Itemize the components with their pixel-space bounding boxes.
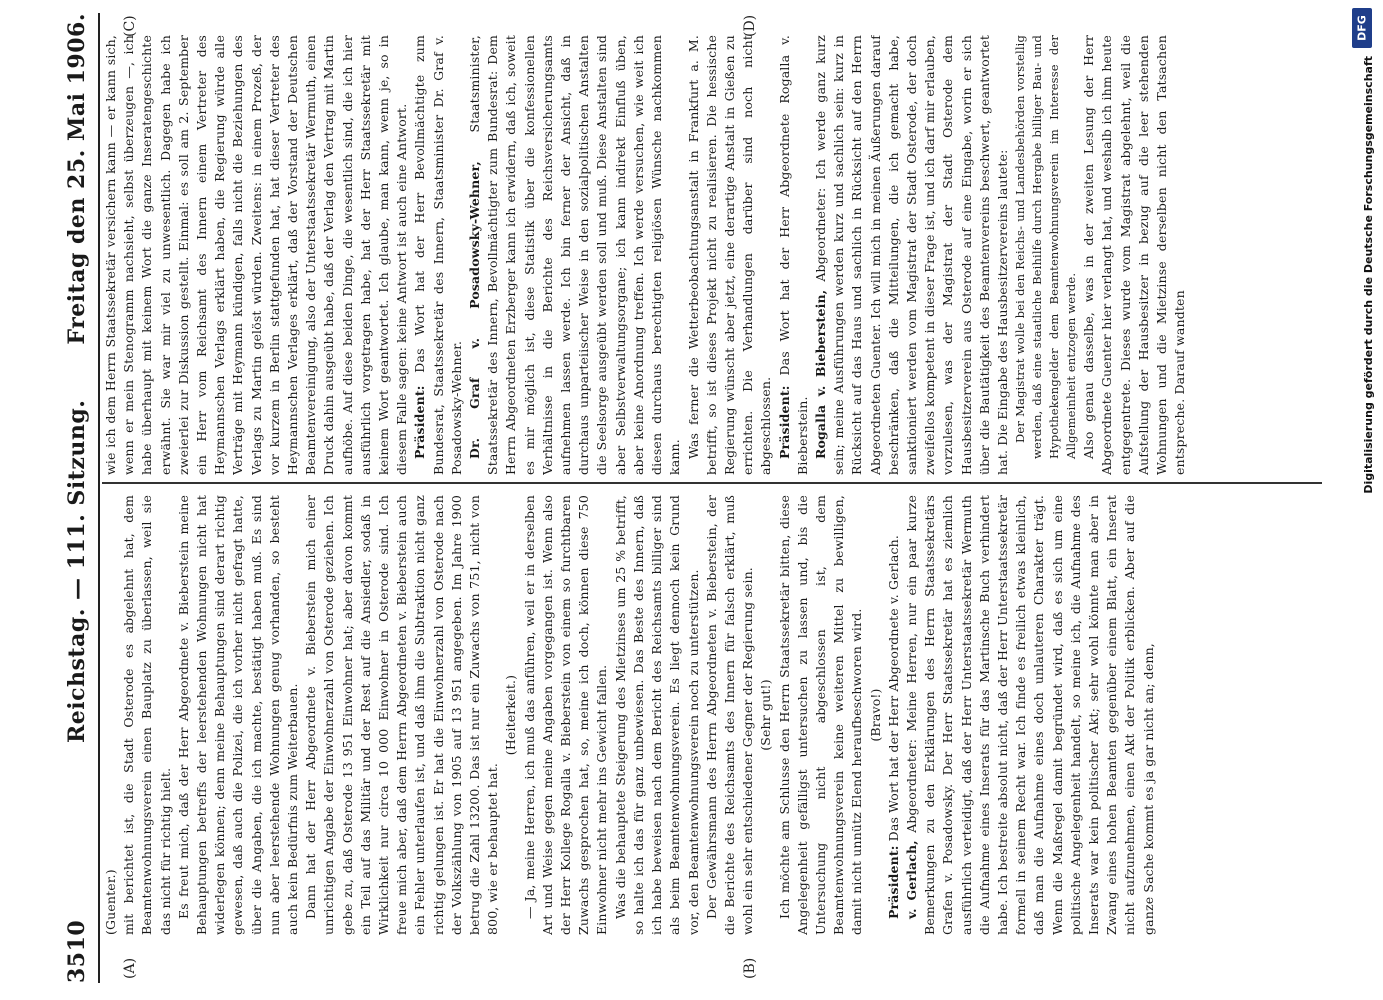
interjection: (Heiterkeit.)	[503, 674, 519, 756]
left-text-column	[102, 495, 1332, 935]
paragraph: Was ferner die Wetterbeobachtungsanstalt in Frankfurt a. M. betrifft, so ist dieses Projekt nicht zu realisieren. Die hessische Regierung wünscht aber jetzt, eine derartige Anstalt in Gießen zu errichten. Die Verhandlungen darüber sind noch nicht abgeschlossen.	[685, 35, 774, 475]
interjection: (Sehr gut!)	[758, 679, 774, 751]
attribution-strip	[1340, 0, 1383, 1000]
president-statement	[776, 35, 812, 475]
paragraph: Ich werde ganz kurz sein; meine Ausführungen werden kurz und sachlich sein: kurz in Rücksicht auf das Haus und sachlich in Rücksicht auf den Herrn Abgeordneten Guenter. Ich will mich in meinen Äußerungen darauf beschränken, daß die Mitteilungen, die ich gemacht habe, sanktioniert werden vom Magistrat der Stadt Osterode, der doch zweifellos kompetent in dieser Frage ist, und ich darf mir erlauben, vorzulesen, was der Magistrat der Stadt Osterode dem Hausbesitzerverein aus Osterode auf eine Eingabe, worin er sich über die Bautätigkeit des Beamtenvereins beschwert, geantwortet hat. Die Eingabe des Hausbesitzervereins lautete:	[812, 35, 1010, 475]
paragraph: — Ja, meine Herren, ich muß das anführen, weil er in derselben Art und Weise gegen meine Angaben vorgegangen ist. Wenn also der Herr Kollege Rogalla v. Bieberstein von einem so furchtbaren Zuwachs gesprochen hat, so, meine ich doch, können diese 750 Einwohner nicht mehr ins Gewicht fallen.	[521, 495, 610, 935]
statement-text: Das Wort hat der Herr Bevollmächtigte zum Bundesrat, Staatssekretär des Innern, Staatsminister Dr. Graf v. Posadowsky-Wehner.	[412, 35, 464, 475]
statement-text: Das Wort hat der Herr Abgeordnete v. Gerlach.	[885, 535, 901, 842]
speaker-label: Präsident:	[412, 385, 428, 459]
right-text-column	[102, 35, 1332, 475]
speaker-role: Staatsminister, Staatssekretär des Innern, Bevollmächtigter zum Bundesrat:	[467, 35, 501, 475]
quoted-petition: Der Magistrat wolle bei den Reichs- und Landesbehörden vorstellig werden, daß eine staatliche Beihilfe durch Hergabe billiger Bau- und Hypothekengelder dem Beamtenwohnungsverein im Interesse der Allgemeinheit entzogen werde.	[1013, 35, 1079, 459]
interjection: (Bravo!)	[867, 688, 883, 742]
speaker-label: Rogalla v. Bieberstein,	[812, 289, 828, 459]
speaker-continuation: (Guenter.)	[103, 869, 118, 935]
column-divider	[102, 482, 1322, 484]
paragraph: Also genau dasselbe, was in der zweiten Lesung der Herr Abgeordnete Guenter hier verlangt hat, und weshalb ich ihm heute entgegentrete. Dieses wurde vom Magistrat abgelehnt, weil die Aufstellung der Hausbesitzer in bezug auf die leer stehenden Wohnungen und die Mietzinse derselben nicht den Tatsachen entspreche. Darauf wandten	[1081, 35, 1188, 475]
speaker-label: Präsident:	[776, 385, 792, 459]
paragraph: Es freut mich, daß der Herr Abgeordnete v. Bieberstein meine Behauptungen betreffs der leerstehenden Wohnungen nicht hat widerlegen können; denn meine Behauptungen sind derart richtig gewesen, daß auch die Polizei, die ich vorher nicht gefragt hatte, über die Angaben, die ich machte, bestätigt haben muß. Es sind nun aber leerstehende Wohnungen genug vorhanden, so besteht auch kein Bedürfnis zum Weiterbauen.	[175, 495, 301, 935]
margin-mark-a: (A)	[122, 957, 138, 979]
paragraph: wie ich dem Herrn Staatssekretär versichern kann — er kann sich, wenn er mein Stenogramm nachsieht, selbst überzeugen —, ich habe überhaupt mit keinem Wort die ganze Inseratengeschichte erwähnt. Sie war mir viel zu unwesentlich. Dagegen habe ich zweierlei zur Diskussion gestellt. Einmal: es soll am 2. September ein Herr vom Reichsamt des Innern einem Vertreter des Heymannschen Verlags erklärt haben, die Regierung würde alle Verträge mit Heymann kündigen, falls nicht die Beziehungen des Verlags zu Martin gelöst würden. Zweitens: in einem Prozeß, der vor kurzem in Berlin stattgefunden hat, hat dieser Vertreter des Heymannschen Verlages erklärt, daß der Vorstand der Deutschen Beamtenvereinigung, also der Unterstaatssekretär Wermuth, einen Druck dahin ausgeübt habe, daß der Verlag den Vertrag mit Martin aufhöbe. Auf diese beiden Dinge, die wesentlich sind, die ich hier ausführlich vorgetragen habe, hat der Herr Staatssekretär mit keinem Wort geantwortet. Ich glaube, man kann, wenn je, so in diesem Falle sagen: keine Antwort ist auch eine Antwort.	[103, 35, 410, 475]
paragraph: Meine Herren, nur ein paar kurze Bemerkungen zu den Erklärungen des Herrn Staatssekretärs Grafen v. Posadowsky. Der Herr Staatssekretär hat es ziemlich ausführlich verteidigt, daß der Herr Unterstaatssekretär Wermuth die Aufnahme eines Inserats für das Martinsche Buch verhindert habe. Ich bestreite absolut nicht, daß der Herr Unterstaatssekretär formell in seinem Recht war. Ich finde es freilich etwas kleinlich, daß man die Aufnahme eines doch unlauteren Charakter trägt. Wenn die Maßregel damit begründet wird, daß es sich um eine politische Angelegenheit handelt, so meine ich, die Aufnahme des Inserats war kein politischer Akt; sehr wohl könnte man aber in Zwang eines hohen Beamten gegenüber einem Blatt, ein Inserat nicht aufzunehmen, einen Akt der Politik erblicken. Aber auf die ganze Sache kommt es ja gar nicht an; denn,	[903, 495, 1156, 935]
speaker-role: Abgeordneter:	[903, 738, 919, 833]
speech-opening	[812, 35, 1012, 475]
speech-opening	[903, 495, 1158, 935]
paragraph: Dem Herrn Abgeordneten Erzberger kann ich erwidern, daß ich, soweit es mir möglich ist, diese Statistik über die konfessionellen Verhältnisse in die Berichte des Reichsversicherungsamts aufnehmen lassen werde. Ich bin ferner der Ansicht, daß in durchaus unparteiischer Weise in den sozialpolitischen Anstalten die Seelsorge ausgeübt werden soll und muß. Diese Anstalten sind aber Selbstverwaltungsorgane; ich kann indirekt Einfluß üben, aber keine Anordnung treffen. Ich werde versuchen, wie weit ich diesen durchaus berechtigten religiösen Wünsche nachkommen kann.	[485, 35, 683, 475]
session-date: Freitag den 25. Mai 1906.	[64, 13, 90, 345]
margin-mark-d: (D)	[742, 14, 758, 37]
page-number: 3510	[64, 919, 90, 983]
paragraph: Ich möchte am Schlusse den Herrn Staatssekretär bitten, diese Angelegenheit gefälligst untersuchen zu lassen und, bis die Untersuchung nicht abgeschlossen ist, dem Beamtenwohnungsverein keine weiteren Mittel zu bewilligen, damit nicht unnütz Elend heraufbeschworen wird.	[776, 495, 865, 935]
funding-attribution: Digitalisierung gefördert durch die Deutsche Forschungsgemeinschaft	[1362, 56, 1375, 494]
president-statement	[411, 35, 466, 475]
statement-text: Das Wort hat der Herr Abgeordnete Rogalla v. Bieberstein.	[776, 35, 810, 475]
speaker-role: Abgeordneter:	[812, 187, 828, 282]
president-statement	[885, 495, 903, 935]
speaker-label: v. Gerlach,	[903, 840, 919, 919]
page-header	[52, 13, 100, 983]
speaker-label: Präsident:	[885, 845, 901, 919]
dfg-logo	[1352, 8, 1372, 48]
margin-mark-c: (C)	[122, 15, 138, 37]
margin-mark-b: (B)	[742, 957, 758, 979]
paragraph: Der Gewährsmann des Herrn Abgeordneten v. Bieberstein, der die Berichte des Reichsamts des Innern für falsch erklärt, muß wohl ein sehr entschiedener Gegner der Regierung sein.	[703, 495, 756, 935]
dfg-logo-text: DFG	[1355, 15, 1369, 41]
paragraph: Dann hat der Herr Abgeordnete v. Bieberstein mich einer unrichtigen Angabe der Einwohnerzahl von Osterode geziehen. Ich gebe zu, daß Osterode 13 951 Einwohner hat; aber davon kommt ein Teil auf das Militär und der Rest auf die Ansiedler, sodaß in Wirklichkeit nur circa 10 000 Einwohner in Osterode sind. Ich freue mich aber, daß dem Herrn Abgeordneten v. Bieberstein auch ein Fehler unterlaufen ist, und daß ihm die Subtraktion nicht ganz richtig gelungen ist. Er hat die Einwohnerzahl von Osterode nach der Volkszählung von 1905 auf 13 951 angegeben. Im Jahre 1900 betrug die Zahl 13200. Das ist nur ein Zuwachs von 751, nicht von 800, wie er behauptet hat.	[303, 495, 501, 935]
paragraph: Was die behauptete Steigerung des Mietzinses um 25 % betrifft, so halte ich das für ganz unbewiesen. Das Beste des Innern, daß ich habe beweisen nach dem Bericht des Reichsamts billiger sind als beim Beamtenwohnungsverein. Es liegt dennoch kein Grund vor, den Beamtenwohnungsverein noch zu unterstützen.	[612, 495, 701, 935]
running-head: Reichstag. — 111. Sitzung.	[64, 399, 90, 743]
document-page	[42, 5, 1342, 995]
paragraph: mit berichtet ist, die Stadt Osterode es abgelehnt hat, dem Beamtenwohnungsverein einen Bauplatz zu überlassen, weil sie das nicht für richtig hielt.	[121, 495, 173, 935]
speaker-label: Dr. Graf v. Posadowsky-Wehner,	[467, 161, 483, 459]
speech-opening	[466, 35, 684, 475]
